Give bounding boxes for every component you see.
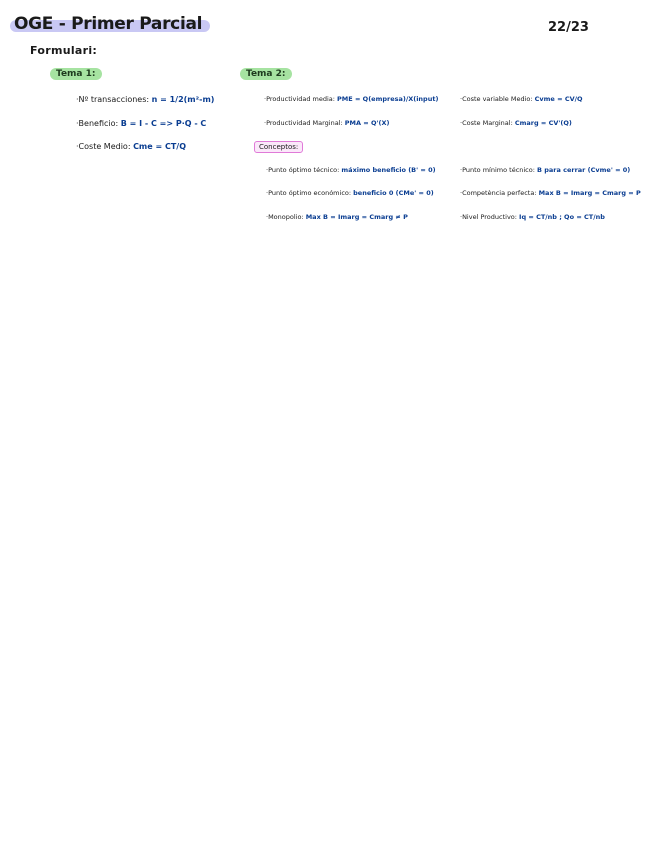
conceptos-label: Conceptos: [254,141,303,153]
line-formula: Cvme = CV/Q [534,95,583,103]
line-formula: Max B = Imarg = Cmarg = P [538,189,641,197]
tema2-line-productividad-media [264,95,438,103]
line-label: ·Productividad Marginal: [264,119,343,127]
line-label: ·Nº transacciones: [76,95,150,104]
line-label: ·Productividad media: [264,95,335,103]
concepto-monopolio [266,213,408,221]
line-label: ·Punto mínimo técnico: [460,166,535,174]
tema2-line-productividad-marginal [264,119,389,127]
line-formula: máximo beneficio (B' = 0) [341,166,436,174]
concepto-punto-optimo-tecnico [266,166,436,174]
line-label: ·Competència perfecta: [460,189,537,197]
line-formula: B para cerrar (Cvme' = 0) [537,166,631,174]
tema1-line-transacciones [76,95,214,104]
concepto-punto-optimo-economico [266,189,434,197]
line-formula: Cmarg = CV'(Q) [514,119,572,127]
line-formula: B = I - C => P·Q - C [120,119,207,128]
line-formula: beneficio 0 (CMe' = 0) [353,189,434,197]
line-formula: Iq = CT/nb ; Qo = CT/nb [519,213,605,221]
line-label: ·Nivel Productivo: [460,213,517,221]
line-label: ·Beneficio: [76,119,119,128]
tema2-label: Tema 2: [240,68,292,80]
date-label: 22/23 [548,20,589,35]
line-label: ·Coste Medio: [76,142,131,151]
formulari-heading: Formulari: [30,44,98,57]
page-title-text: OGE - Primer Parcial [14,14,203,34]
tema1-line-coste-medio [76,142,186,151]
line-formula: Cme = CT/Q [133,142,187,151]
line-formula: Max B = Imarg = Cmarg ≠ P [305,213,408,221]
tema1-label: Tema 1: [50,68,102,80]
line-label: ·Coste Marginal: [460,119,513,127]
line-label: ·Monopolio: [266,213,304,221]
line-label: ·Coste variable Medio: [460,95,533,103]
line-label: ·Punto óptimo técnico: [266,166,340,174]
tema2-line-coste-variable-medio [460,95,583,103]
concepto-nivel-productivo [460,213,605,221]
line-formula: PME = Q(empresa)/X(input) [337,95,439,103]
concepto-competencia-perfecta [460,189,641,197]
page-title [10,14,206,34]
tema2-line-coste-marginal [460,119,572,127]
tema1-line-beneficio [76,119,206,128]
concepto-punto-minimo-tecnico [460,166,630,174]
line-formula: PMA = Q'(X) [344,119,390,127]
line-formula: n = 1/2(m²-m) [151,95,215,104]
line-label: ·Punto óptimo económico: [266,189,352,197]
